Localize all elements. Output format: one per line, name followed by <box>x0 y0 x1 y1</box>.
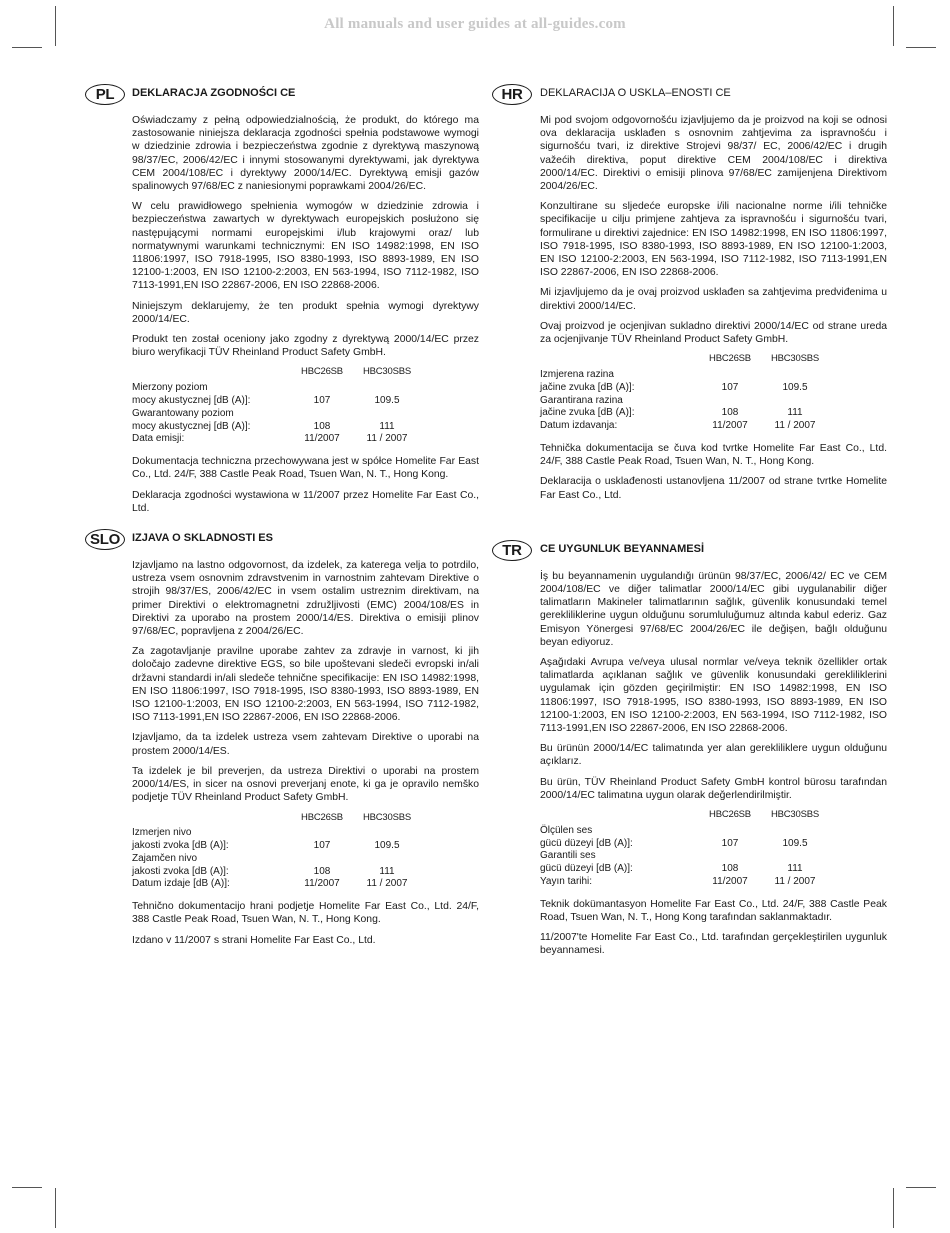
table-row: jačine zvuka [dB (A)]: 107 109.5 <box>540 381 808 393</box>
table-row: jakosti zvoka [dB (A)]: 107 109.5 <box>132 840 400 852</box>
paragraph: Mi pod svojom odgovornošću izjavljujemo da je proizvod na koji se odnosi ova deklaracija usklađen s osnovnim zahtjevima za ispravnošću i sigurnošću tvari, iz direktive Strojevi 98/37/ EC, 2006/42/EC i drugih važećih direktiva, poput direktive CEM 2004/108/EC i direktiva 2000/14/EC. Direktivi o emisiji plinova 97/68/EC zamijenjena Direktivom 2004/26/EC. <box>540 115 887 193</box>
crop-mark <box>12 47 42 48</box>
paragraph: Teknik dokümantasyon Homelite Far East Co., Ltd. 24/F, 388 Castle Peak Road, Tsuen Wan, N. T., Hong Kong tarafından saklanmaktadır. <box>540 898 887 924</box>
crop-mark <box>893 6 894 46</box>
model-header: HBC26SB <box>709 353 751 365</box>
paragraph: İş bu beyannamenin uygulandığı ürünün 98/37/EC, 2006/42/ EC ve CEM 2004/108/EC ve diğer talimatlar 2000/14/EC gibi uygulanabilir diğer talimatların Makineler talimatlarının sağlık, güvenlik konusundaki temel gerekliliklerine uygun olduğunu sorumluluğumuz altında kabul ederiz. Gaz Emisyon Yönergesi 97/68/EC 2004/26/EC ile değişen, bağlı olduğunu beyan ediyoruz. <box>540 570 887 648</box>
section-title: DEKLARACJA ZGODNOŚCI CE <box>132 87 296 99</box>
noise-table <box>132 366 422 446</box>
paragraph: Produkt ten został oceniony jako zgodny z dyrektywą 2000/14/EC przez biuro weryfikacji TÜV Rheinland Product Safety GmbH. <box>132 334 479 359</box>
paragraph: Oświadczamy z pełną odpowiedzialnością, że produkt, do którego ma zastosowanie niniejsza deklaracja zgodności spełnia podstawowe wymogi w dziedzinie zdrowia i bezpieczeństwa zgodnie z dyrektywą maszynową 98/37/EC, 2006/42/EC i innymi stosowanymi dyrektywami, jak dyrektywa CEM 2004/108/EC i dyrektywy 2000/14/EC. Dyrektywą emisji gazów spalinowych 97/68/EC z naniesionymi poprawkami 2004/26/EC. <box>132 115 479 193</box>
crop-mark <box>906 47 936 48</box>
section-pl <box>95 86 479 515</box>
noise-table <box>132 812 422 892</box>
section-hr <box>501 86 887 502</box>
paragraph: Izdano v 11/2007 s strani Homelite Far East Co., Ltd. <box>132 934 376 946</box>
model-header: HBC30SBS <box>362 366 412 378</box>
table-row: Garantirana razina <box>540 394 623 406</box>
paragraph: W celu prawidłowego spełnienia wymogów w dziedzinie zdrowia i bezpieczeństwa zawartych w dyrektywach europejskich posłużono się następującymi normami europejskimi i/lub krajowymi oraz/ lub normatywnymi warunkami technicznymi: EN ISO 14982:1998, EN ISO 11806:1997, ISO 7918-1995, ISO 8380-1993, ISO 8893-1989, EN ISO 12100-1:2003, EN ISO 12100-2:2003, EN 563-1994, ISO 7112-1982, ISO 7113-1991,EN ISO 22867-2006, EN ISO 22868-2006. <box>132 201 479 292</box>
noise-table <box>540 353 830 433</box>
paragraph: Mi izjavljujemo da je ovaj proizvod usklađen sa zahtjevima predviđenima u direktivi 2000/14/EC. <box>540 287 887 312</box>
table-row: jačine zvuka [dB (A)]: 108 111 <box>540 407 803 419</box>
table-row: Data emisji: 11/2007 11 / 2007 <box>132 433 408 445</box>
table-row: mocy akustycznej [dB (A)]: 108 111 <box>132 420 395 432</box>
model-header: HBC26SB <box>709 809 751 821</box>
table-row: Izmjerena razina <box>540 369 614 381</box>
language-badge-tr: TR <box>492 540 532 561</box>
paragraph: Deklaracija o usklađenosti ustanovljena 11/2007 od strane tvrtke Homelite Far East Co., Ltd. <box>540 476 887 501</box>
model-header: HBC30SBS <box>362 811 412 823</box>
table-row: jakosti zvoka [dB (A)]: 108 111 <box>132 865 395 877</box>
paragraph: Aşağıdaki Avrupa ve/veya ulusal normlar ve/veya teknik özellikler ortak talimatlarda açıklanan sağlık ve güvenlik konusundaki gerekliliklerini uygulamak için gözden geçirilmiştir: EN ISO 14982:1998, EN ISO 11806:1997, ISO 7918-1995, ISO 8380-1993, ISO 8893-1989, EN ISO 12100-1:2003, EN ISO 12100-2:2003, EN 563-1994, ISO 7112-1982, ISO 7113-1991,EN ISO 22867-2006, EN ISO 22868-2006. <box>540 657 887 735</box>
paragraph: Ta izdelek je bil preverjen, da ustreza Direktivi o uporabi na prostem 2000/14/ES, in sicer na osnovi preverjanj enote, ki ga je opravilo nemško podjetje TÜV Rheinland Product Safety GmbH. <box>132 765 479 804</box>
table-row: Yayın tarihi: 11/2007 11 / 2007 <box>540 876 816 888</box>
crop-mark <box>55 1188 56 1228</box>
table-row: Zajamčen nivo <box>132 852 198 864</box>
table-row: Gwarantowany poziom <box>132 407 234 419</box>
paragraph: Konzultirane su sljedeće europske i/ili nacionalne norme i/ili tehničke specifikacije u cilju primjene zahtjeva za ispravnošću i sigurnošću tvari, formulirane u direktivi zajednice: EN ISO 14982:1998, EN ISO 11806:1997, ISO 7918-1995, ISO 8380-1993, ISO 8893-1989, EN ISO 12100-1:2003, EN ISO 12100-2:2003, EN 563-1994, ISO 7112-1982, ISO 7113-1991,EN ISO 22867-2006, EN ISO 22868-2006. <box>540 201 887 279</box>
paragraph: Izjavljamo, da ta izdelek ustreza vsem zahtevam Direktive o uporabi na prostem 2000/14/ES. <box>132 732 479 757</box>
paragraph: Bu ürün, TÜV Rheinland Product Safety GmbH kontrol bürosu tarafından 2000/14/EC talimatına uygun olarak değerlendirilmiştir. <box>540 776 887 801</box>
crop-mark <box>12 1187 42 1188</box>
noise-table <box>540 809 830 889</box>
paragraph: Za zagotavljanje pravilne uporabe zahtev za zdravje in varnost, ki jih določajo zadevne direktive EGS, so bile upoštevani sledeči evropski in/ali državni standardi in/ali sledeče tehnične specifikacije: EN ISO 14982:1998, EN ISO 11806:1997, ISO 7918-1995, ISO 8380-1993, ISO 8893-1989, EN ISO 12100-1:2003, EN ISO 12100-2:2003, EN 563-1994, ISO 7112-1982, ISO 7113-1991,EN ISO 22867-2006, EN ISO 22868-2006. <box>132 646 479 724</box>
section-title: CE UYGUNLUK BEYANNAMESİ <box>540 542 705 555</box>
paragraph: 11/2007'te Homelite Far East Co., Ltd. tarafından gerçekleştirilen uygunluk beyannamesi. <box>540 932 887 957</box>
table-row: Izmerjen nivo <box>132 827 192 839</box>
model-header: HBC26SB <box>301 811 343 823</box>
language-badge-hr: HR <box>492 84 532 105</box>
crop-mark <box>55 6 56 46</box>
paragraph: Tehnička dokumentacija se čuva kod tvrtke Homelite Far East Co., Ltd. 24/F, 388 Castle Peak Road, Tsuen Wan, N. T., Hong Kong. <box>540 443 887 468</box>
table-row: Mierzony poziom <box>132 382 208 394</box>
paragraph: Bu ürünün 2000/14/EC talimatında yer alan gerekliliklere uygun olduğunu açıklarız. <box>540 743 887 768</box>
paragraph: Niniejszym deklarujemy, że ten produkt spełnia wymogi dyrektywy 2000/14/EC. <box>132 300 479 325</box>
paragraph: Tehnično dokumentacijo hrani podjetje Homelite Far East Co., Ltd. 24/F, 388 Castle Peak Road, Tsuen Wan, N. T., Hong Kong. <box>132 901 479 926</box>
crop-mark <box>893 1188 894 1228</box>
table-row: Garantili ses <box>540 850 596 862</box>
left-column <box>90 86 479 954</box>
table-row: Datum izdaje [dB (A)]: 11/2007 11 / 2007 <box>132 878 408 890</box>
model-header: HBC30SBS <box>770 809 820 821</box>
paragraph: Ovaj proizvod je ocjenjivan sukladno direktivi 2000/14/EC od strane ureda za ocjenjivanje TÜV Rheinland Product Safety GmbH. <box>540 320 887 346</box>
table-row: gücü düzeyi [dB (A)]: 108 111 <box>540 863 803 875</box>
model-header: HBC30SBS <box>770 353 820 365</box>
right-column <box>501 86 887 965</box>
section-title: IZJAVA O SKLADNOSTI ES <box>132 532 273 545</box>
section-slo <box>90 531 479 947</box>
language-badge-slo: SLO <box>85 529 125 550</box>
table-row: Datum izdavanja: 11/2007 11 / 2007 <box>540 420 816 432</box>
language-badge-pl: PL <box>85 84 125 105</box>
paragraph: Dokumentacja techniczna przechowywana jest w spółce Homelite Far East Co., Ltd. 24/F, 388 Castle Peak Road, Tsuen Wan, N. T., Hong Kong. <box>132 456 479 481</box>
section-title: DEKLARACIJA O USKLA–ENOSTI CE <box>540 87 731 99</box>
model-header: HBC26SB <box>301 366 343 378</box>
paragraph: Izjavljamo na lastno odgovornost, da izdelek, za katerega velja to potrdilo, ustreza vsem osnovnim zdravstvenim in varnostnim zahtevam Direktive o strojih 98/37/ES, 2006/42/EC in vsem ostalim ustreznim direktivam, na primer Direktivi o elektromagnetni združljivosti (EMC) 2004/108/ES in Direktivi za uporabo na prostem 2000/14/ES. Direktiva o emisiji plinov 97/68/EC, popravljena z 2004/26/EC. <box>132 560 479 638</box>
crop-mark <box>906 1187 936 1188</box>
watermark: All manuals and user guides at all-guides.com <box>324 16 626 32</box>
table-row: gücü düzeyi [dB (A)]: 107 109.5 <box>540 837 808 849</box>
table-row: Ölçülen ses <box>540 824 593 836</box>
paragraph: Deklaracja zgodności wystawiona w 11/2007 przez Homelite Far East Co., Ltd. <box>132 489 479 514</box>
section-tr <box>502 541 887 958</box>
table-row: mocy akustycznej [dB (A)]: 107 109.5 <box>132 395 400 407</box>
